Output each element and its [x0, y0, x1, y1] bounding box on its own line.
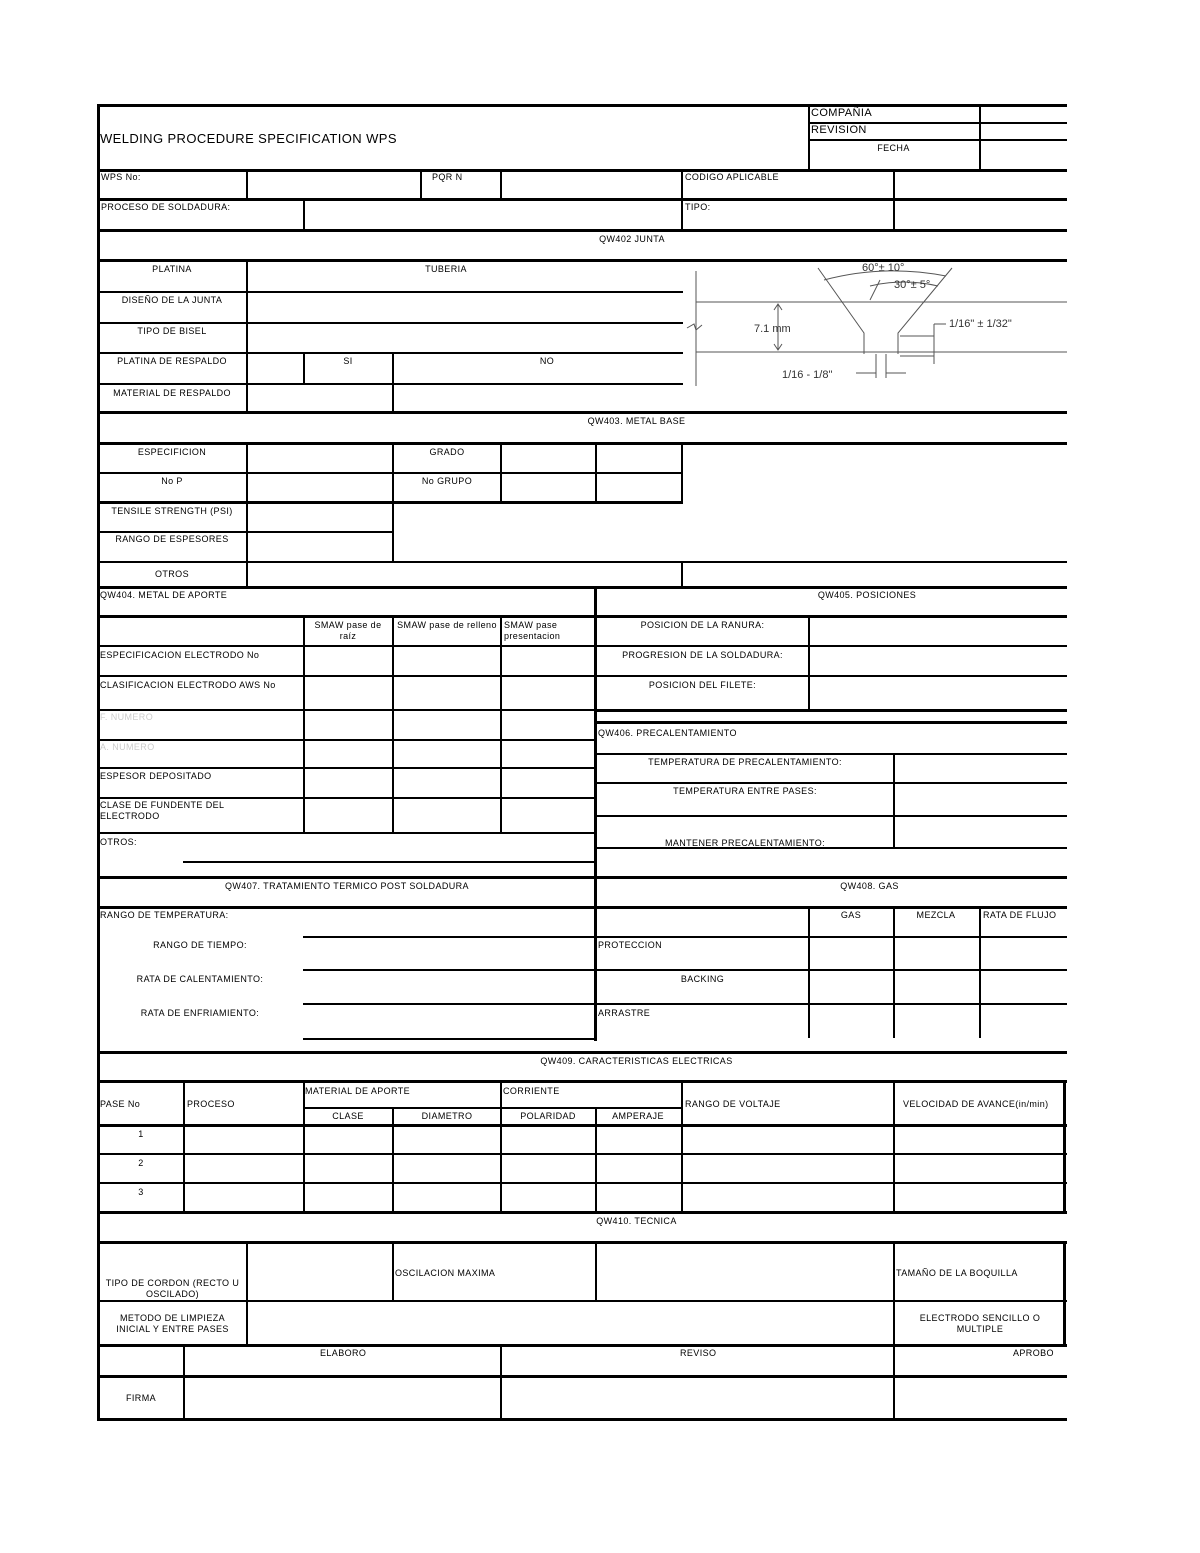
angle-30-label: 30°± 5° — [894, 279, 931, 291]
aprobo-label: APROBO — [1013, 1348, 1054, 1358]
smaw-relleno-header: SMAW pase de relleno — [397, 620, 497, 630]
oscilacion-label: OSCILACION MAXIMA — [395, 1268, 496, 1278]
qw403-title: QW403. METAL BASE — [587, 416, 686, 426]
smaw-raiz-header: SMAW pase de raíz — [314, 620, 382, 641]
temp-precalentamiento-label: TEMPERATURA DE PRECALENTAMIENTO: — [648, 757, 842, 767]
material-respaldo-label: MATERIAL DE RESPALDO — [113, 388, 231, 398]
form-title: WELDING PROCEDURE SPECIFICATION WPS — [100, 131, 397, 146]
thickness-label: 7.1 mm — [754, 323, 791, 335]
especificion-label: ESPECIFICION — [137, 447, 207, 457]
polaridad-header: POLARIDAD — [520, 1111, 576, 1121]
espesor-depositado-label: ESPESOR DEPOSITADO — [100, 771, 212, 781]
clase-header: CLASE — [332, 1111, 364, 1121]
otros-label: OTROS — [154, 569, 189, 579]
qw406-title: QW406. PRECALENTAMIENTO — [598, 728, 737, 738]
codigo-label: CODIGO APLICABLE — [685, 172, 779, 182]
respaldo-si: SI — [343, 356, 353, 366]
clase-fundente-label: CLASE DE FUNDENTE DEL ELECTRODO — [100, 800, 225, 821]
pase-1: 1 — [138, 1129, 144, 1139]
metodo-limpieza-label: METODO DE LIMPIEZA INICIAL Y ENTRE PASES — [116, 1313, 229, 1334]
material-aporte-header: MATERIAL DE APORTE — [305, 1086, 411, 1096]
qw405-title: QW405. POSICIONES — [817, 590, 917, 600]
respaldo-label: PLATINA DE RESPALDO — [117, 356, 227, 366]
joint-bevel-diagram — [684, 258, 1067, 388]
revision-label: REVISION — [811, 124, 867, 136]
diseno-label: DISEÑO DE LA JUNTA — [121, 295, 223, 305]
gas-header: GAS — [840, 910, 862, 920]
tipo-cordon-label: TIPO DE CORDON (RECTO U OSCILADO) — [105, 1278, 240, 1299]
backing-label: BACKING — [680, 974, 725, 984]
angle-60-label: 60°± 10° — [862, 262, 905, 274]
fecha-label: FECHA — [877, 143, 910, 153]
pase-no-header: PASE No — [100, 1099, 141, 1109]
pase-2: 2 — [138, 1158, 144, 1168]
proteccion-label: PROTECCION — [598, 940, 663, 950]
rata-flujo-header: RATA DE FLUJO — [983, 910, 1057, 920]
grado-label: GRADO — [429, 447, 465, 457]
no-p-label: No P — [161, 476, 183, 486]
proceso-header: PROCESO — [187, 1099, 235, 1109]
f-numero-label: F. NUMERO — [100, 712, 154, 722]
respaldo-no: NO — [539, 356, 555, 366]
gap-label: 1/16 - 1/8" — [782, 369, 833, 381]
especificacion-electrodo-label: ESPECIFICACION ELECTRODO No — [100, 650, 260, 660]
qw409-title: QW409. CARACTERISTICAS ELECTRICAS — [540, 1056, 733, 1066]
platina-label: PLATINA — [152, 264, 192, 274]
boquilla-label: TAMAÑO DE LA BOQUILLA — [896, 1268, 1018, 1278]
temp-entre-pases-label: TEMPERATURA ENTRE PASES: — [673, 786, 817, 796]
amperaje-header: AMPERAJE — [612, 1111, 664, 1121]
corriente-header: CORRIENTE — [503, 1086, 560, 1096]
rango-temperatura-label: RANGO DE TEMPERATURA: — [100, 910, 229, 920]
qw404-title: QW404. METAL DE APORTE — [100, 590, 228, 600]
tipo-label: TIPO: — [685, 202, 711, 212]
a-numero-label: A. NUMERO — [100, 742, 155, 752]
tuberia-label: TUBERIA — [425, 264, 467, 274]
velocidad-header: VELOCIDAD DE AVANCE(in/min) — [903, 1099, 1049, 1109]
diametro-header: DIAMETRO — [421, 1111, 473, 1121]
clasificacion-electrodo-label: CLASIFICACION ELECTRODO AWS No — [100, 680, 276, 690]
wps-no-label: WPS No: — [101, 172, 141, 182]
posicion-filete-label: POSICION DEL FILETE: — [648, 680, 757, 690]
proceso-label: PROCESO DE SOLDADURA: — [101, 202, 231, 212]
reviso-label: REVISO — [680, 1348, 717, 1358]
voltaje-header: RANGO DE VOLTAJE — [685, 1099, 781, 1109]
qw408-title: QW408. GAS — [840, 881, 899, 891]
qw407-title: QW407. TRATAMIENTO TERMICO POST SOLDADURA — [225, 881, 469, 891]
no-grupo-label: No GRUPO — [421, 476, 473, 486]
arrastre-label: ARRASTRE — [598, 1008, 651, 1018]
tensile-label: TENSILE STRENGTH (PSI) — [111, 506, 233, 516]
progresion-label: PROGRESION DE LA SOLDADURA: — [622, 650, 783, 660]
mantener-precalentamiento-label: MANTENER PRECALENTAMIENTO: — [664, 838, 826, 848]
qw410-title: QW410. TECNICA — [596, 1216, 677, 1226]
qw402-title: QW402 JUNTA — [599, 234, 665, 244]
compania-label: COMPAÑIA — [811, 107, 873, 119]
pase-3: 3 — [138, 1187, 144, 1197]
rango-espesores-label: RANGO DE ESPESORES — [115, 534, 229, 544]
root-face-label: 1/16" ± 1/32" — [949, 318, 1012, 330]
otros-404-label: OTROS: — [100, 837, 137, 847]
pqr-label: PQR N — [432, 172, 463, 182]
posicion-ranura-label: POSICION DE LA RANURA: — [640, 620, 765, 630]
elaboro-label: ELABORO — [320, 1348, 367, 1358]
mezcla-header: MEZCLA — [916, 910, 956, 920]
bisel-label: TIPO DE BISEL — [137, 326, 207, 336]
firma-label: FIRMA — [126, 1393, 156, 1403]
rata-enfriamiento-label: RATA DE ENFRIAMIENTO: — [140, 1008, 260, 1018]
rango-tiempo-label: RANGO DE TIEMPO: — [153, 940, 247, 950]
rata-calentamiento-label: RATA DE CALENTAMIENTO: — [136, 974, 264, 984]
smaw-presentacion-header: SMAW pase presentacion — [504, 620, 561, 641]
electrodo-sencillo-label: ELECTRODO SENCILLO O MULTIPLE — [919, 1313, 1041, 1334]
